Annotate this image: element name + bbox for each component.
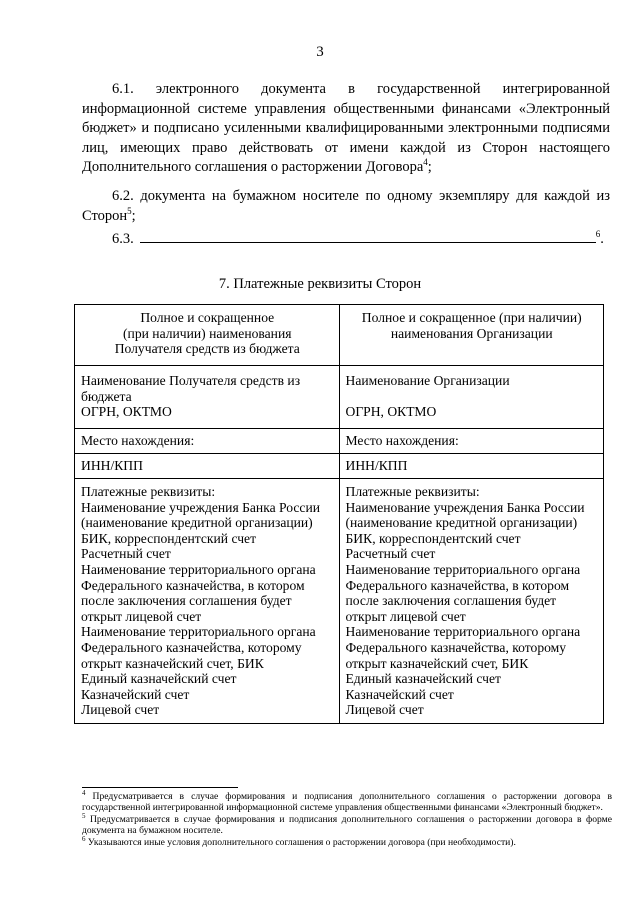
cell-line: открыт лицевой счет	[345, 608, 466, 624]
cell-line: Наименование территориального органа	[345, 624, 581, 640]
cell-line: после заключения соглашения будет	[81, 593, 292, 609]
paragraph-6-2	[82, 187, 610, 226]
cell-line: Наименование Организации	[345, 373, 510, 388]
cell-organization-location: Место нахождения:	[339, 429, 604, 454]
header-cell-organization	[339, 305, 604, 366]
header-line: Полное и сокращенное (при наличии)	[361, 310, 582, 325]
cell-line: Казначейский счет	[81, 686, 190, 702]
cell-line: после заключения соглашения будет	[345, 593, 557, 609]
footnote-text: Указываются иные условия дополнительного соглашения о расторжении договора (при необходимости).	[85, 836, 516, 848]
footnote-text: Предусматривается в случае формирования и подписания дополнительного соглашения о расторжении договора в государственной интегрированной информационной системе управления общественными финансами «Электронный бюджет».	[82, 791, 612, 814]
fill-in-blank-line	[140, 229, 596, 243]
footnote-mark: 5	[82, 811, 86, 820]
header-line: Полное и сокращенное	[140, 310, 275, 325]
cell-organization-bank-details	[339, 479, 604, 724]
cell-line: Наименование учреждения Банка России	[345, 499, 585, 515]
cell-line: Федерального казначейства, которому	[81, 639, 302, 655]
table-row	[75, 429, 604, 454]
cell-line: Казначейский счет	[345, 686, 454, 702]
cell-line: открыт казначейский счет, БИК	[345, 655, 529, 671]
footnote-text: Предусматривается в случае формирования и подписания дополнительного соглашения о расторжении договора в форме документа на бумажном носителе.	[82, 813, 612, 837]
cell-line: Единый казначейский счет	[81, 671, 237, 687]
cell-organization-name	[339, 366, 604, 429]
header-line: наименования Организации	[390, 325, 553, 341]
cell-line: Наименование территориального органа	[345, 561, 581, 577]
cell-recipient-bank-details	[75, 479, 340, 724]
paragraph-6-1-end: ;	[427, 159, 432, 175]
header-cell-recipient	[75, 305, 340, 366]
cell-line: Платежные реквизиты:	[81, 484, 216, 499]
footnote-ref-6: 6	[595, 229, 601, 240]
paragraph-6-1-text: 6.1. электронного документа в государственной интегрированной информационной системе управления общественными финансами «Электронный бюджет» и подписано усиленными квалифицированными электронными подписями лиц, имеющих право действовать от имени каждой из Сторон настоящего Дополнительного соглашения о расторжении Договора	[82, 81, 610, 175]
table-row	[75, 366, 604, 429]
cell-organization-inn: ИНН/КПП	[339, 454, 604, 479]
footnotes	[82, 788, 612, 848]
paragraph-6-2-end: ;	[131, 207, 136, 224]
footnote-mark: 4	[82, 788, 86, 797]
cell-line: открыт казначейский счет, БИК	[81, 655, 264, 671]
cell-recipient-inn: ИНН/КПП	[75, 454, 340, 479]
cell-line: БИК, корреспондентский счет	[345, 530, 521, 546]
cell-line: Расчетный счет	[345, 546, 436, 562]
cell-recipient-name	[75, 366, 340, 429]
footnote-6	[82, 834, 612, 848]
cell-line: Наименование территориального органа	[81, 561, 316, 577]
cell-line: Единый казначейский счет	[345, 671, 501, 687]
cell-line: (наименование кредитной организации)	[81, 515, 313, 531]
footnote-mark: 6	[82, 834, 86, 843]
cell-line: Федерального казначейства, в котором	[345, 577, 570, 593]
page-number: 3	[316, 44, 324, 60]
cell-line: (наименование кредитной организации)	[345, 515, 578, 531]
paragraph-6-1	[82, 80, 610, 178]
cell-line: ОГРН, ОКТМО	[345, 404, 437, 420]
cell-line: ОГРН, ОКТМО	[81, 404, 172, 420]
cell-line: БИК, корреспондентский счет	[81, 530, 257, 546]
header-line: (при наличии) наименования	[123, 325, 292, 341]
cell-line: Наименование территориального органа	[81, 624, 316, 640]
cell-line: бюджета	[81, 388, 132, 404]
cell-line: Лицевой счет	[81, 702, 160, 718]
footnote-ref-4: 4	[423, 157, 428, 168]
footnote-5	[82, 811, 612, 837]
cell-line: Наименование учреждения Банка России	[81, 499, 321, 515]
footnote-ref-5: 5	[127, 205, 132, 216]
table-row	[75, 454, 604, 479]
table-row	[75, 479, 604, 724]
cell-line: Федерального казначейства, которому	[345, 639, 567, 655]
paragraph-6-3-label: 6.3.	[112, 231, 134, 247]
cell-line: Наименование Получателя средств из	[81, 373, 301, 388]
payment-details-table	[74, 304, 604, 724]
table-header-row	[75, 305, 604, 366]
paragraph-6-3-end: .	[600, 231, 604, 247]
cell-recipient-location: Место нахождения:	[75, 429, 340, 454]
cell-line: открыт лицевой счет	[81, 608, 202, 624]
paragraph-6-2-text: 6.2. документа на бумажном носителе по одному экземпляру для каждой из Сторон	[82, 188, 610, 224]
cell-line	[346, 389, 599, 405]
cell-line: Платежные реквизиты:	[345, 484, 480, 499]
cell-line: Федерального казначейства, в котором	[81, 577, 305, 593]
footnote-4	[82, 788, 612, 814]
section-title: 7. Платежные реквизиты Сторон	[218, 276, 422, 292]
cell-line: Расчетный счет	[81, 546, 171, 562]
header-line: Получателя средств из бюджета	[114, 341, 300, 357]
paragraph-6-3	[112, 229, 604, 248]
footnote-separator	[82, 787, 238, 788]
cell-line: Лицевой счет	[345, 702, 424, 718]
